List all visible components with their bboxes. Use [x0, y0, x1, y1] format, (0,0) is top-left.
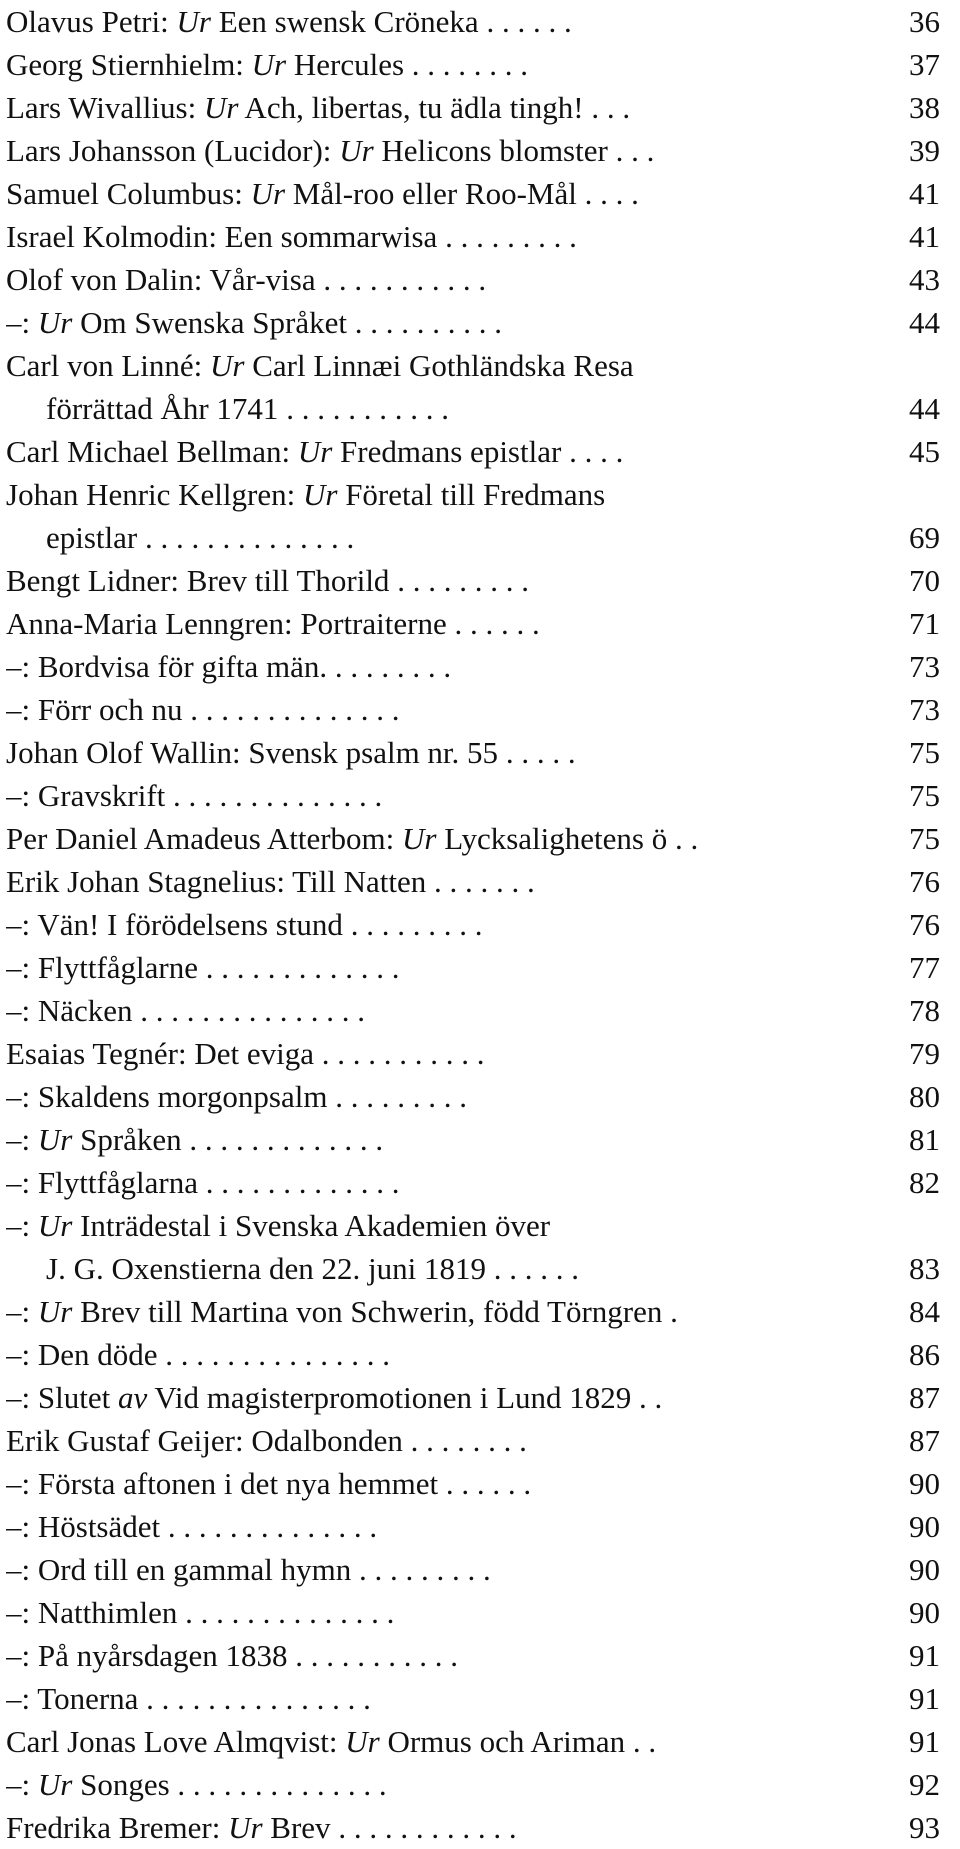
title-prefix: –:	[6, 1767, 38, 1802]
toc-entry	[6, 903, 946, 946]
title-prefix: Carl von Linné:	[6, 348, 211, 383]
dot-leader: . . . . . . . . . . . .	[330, 1810, 517, 1845]
toc-entry	[6, 731, 946, 774]
title-prefix: –: Den döde	[6, 1337, 158, 1372]
toc-entry	[6, 1118, 946, 1161]
page-number: 90	[909, 1552, 940, 1587]
page-number: 90	[909, 1509, 940, 1544]
dot-leader: . . . . . . . . . . . . . . .	[138, 1681, 371, 1716]
table-of-contents	[6, 0, 946, 1849]
title-ur: Ur	[339, 133, 374, 168]
page-number: 43	[909, 262, 940, 297]
toc-entry	[6, 430, 946, 473]
title-prefix: Lars Johansson (Lucidor):	[6, 133, 340, 168]
toc-entry-title	[6, 602, 856, 645]
dot-leader: . . . . . . . . .	[389, 563, 529, 598]
title-prefix: Fredrika Bremer:	[6, 1810, 229, 1845]
page-number: 92	[909, 1767, 940, 1802]
dot-leader: . . . . . . . . . . . . . .	[137, 520, 355, 555]
page-number: 91	[909, 1681, 940, 1716]
title-ur: Ur	[302, 477, 338, 512]
toc-entry	[6, 688, 946, 731]
toc-entry-title	[46, 516, 856, 559]
dot-leader: . . . . . . . . . . . . . .	[160, 1509, 378, 1544]
title-ur: Ur	[251, 47, 287, 82]
page-number: 86	[909, 1337, 940, 1372]
dot-leader: . . . . . . . . . . . . .	[197, 1165, 400, 1200]
toc-entry-title	[6, 1419, 856, 1462]
toc-entry-title	[6, 1505, 856, 1548]
title-prefix: Esaias Tegnér: Det eviga	[6, 1036, 315, 1071]
page-number: 39	[909, 133, 940, 168]
title-text: Mål-roo eller Roo-Mål	[285, 176, 577, 211]
page-number: 41	[909, 176, 940, 211]
toc-entry-title	[6, 215, 856, 258]
title-ur: Ur	[37, 1122, 73, 1157]
dot-leader: . . . .	[561, 434, 624, 469]
toc-entry-title	[46, 387, 856, 430]
page-number: 75	[909, 735, 940, 770]
title-text: Företal till Fredmans	[337, 477, 606, 512]
title-text: Songes	[72, 1767, 170, 1802]
dot-leader: . . . . . . .	[426, 864, 535, 899]
toc-entry	[6, 0, 946, 43]
page-number: 36	[909, 4, 940, 39]
page-number: 82	[909, 1165, 940, 1200]
toc-entry-title	[6, 1720, 856, 1763]
page-number: 87	[909, 1423, 940, 1458]
title-prefix: Samuel Columbus:	[6, 176, 251, 211]
title-prefix: Georg Stiernhielm:	[6, 47, 252, 82]
title-ur: Ur	[37, 1767, 73, 1802]
title-text: Om Swenska Språket	[72, 305, 347, 340]
toc-entry-title	[6, 172, 856, 215]
toc-entry-title	[6, 129, 856, 172]
page-number: 44	[909, 305, 940, 340]
toc-entry	[6, 1247, 946, 1290]
title-prefix: Carl Jonas Love Almqvist:	[6, 1724, 346, 1759]
toc-entry	[6, 817, 946, 860]
toc-entry	[6, 645, 946, 688]
title-prefix: –: Förr och nu	[6, 692, 183, 727]
title-prefix: –: På nyårsdagen 1838	[6, 1638, 288, 1673]
toc-entry-title	[6, 86, 856, 129]
page-number: 90	[909, 1466, 940, 1501]
toc-entry-title	[6, 1634, 856, 1677]
title-prefix: –:	[6, 1208, 38, 1243]
title-prefix: –: Natthimlen	[6, 1595, 178, 1630]
toc-entry-title	[6, 1677, 856, 1720]
toc-entry-title	[6, 860, 856, 903]
title-text: Fredmans epistlar	[332, 434, 562, 469]
title-text: Ach, libertas, tu ädla tingh!	[238, 90, 584, 125]
toc-entry	[6, 1677, 946, 1720]
toc-entry-title	[6, 1075, 856, 1118]
dot-leader: . . . . . . . .	[327, 649, 452, 684]
page-number: 90	[909, 1595, 940, 1630]
toc-entry	[6, 215, 946, 258]
title-prefix: –: Slutet	[6, 1380, 118, 1415]
dot-leader: . . . . . . . .	[402, 1423, 527, 1458]
title-prefix: Olof von Dalin: Vår-visa	[6, 262, 316, 297]
toc-entry	[6, 1634, 946, 1677]
toc-entry-title	[6, 1118, 856, 1161]
page-number: 73	[909, 649, 940, 684]
toc-entry	[6, 1548, 946, 1591]
title-prefix: Olavus Petri:	[6, 4, 177, 39]
toc-entry-title	[6, 344, 856, 387]
toc-entry	[6, 1161, 946, 1204]
toc-entry-title	[6, 903, 856, 946]
toc-entry	[6, 43, 946, 86]
toc-entry-title	[6, 731, 856, 774]
toc-entry	[6, 1462, 946, 1505]
page-number: 91	[909, 1638, 940, 1673]
page-number: 75	[909, 778, 940, 813]
dot-leader: . . . . . .	[485, 1251, 579, 1286]
title-prefix: –: Gravskrift	[6, 778, 166, 813]
toc-entry	[6, 774, 946, 817]
dot-leader: . . . . . . . . .	[342, 907, 483, 942]
title-prefix: Johan Olof Wallin: Svensk psalm nr. 55	[6, 735, 499, 770]
toc-entry	[6, 1505, 946, 1548]
toc-entry-title	[6, 1376, 856, 1419]
toc-entry	[6, 516, 946, 559]
page-number: 77	[909, 950, 940, 985]
page-number: 79	[909, 1036, 940, 1071]
title-text: Helicons blomster	[373, 133, 608, 168]
title-ur: Ur	[210, 348, 245, 383]
title-prefix: –: Flyttfåglarne	[6, 950, 198, 985]
title-ur: Ur	[37, 305, 73, 340]
toc-entry-title	[6, 1333, 856, 1376]
toc-entry-title	[6, 1591, 856, 1634]
page-number: 93	[909, 1810, 940, 1845]
toc-entry	[6, 387, 946, 430]
title-ur: Ur	[402, 821, 437, 856]
dot-leader: . . . . . . . . . . . . . . .	[132, 993, 366, 1028]
toc-entry-title	[6, 1204, 856, 1247]
toc-entry-title	[6, 258, 856, 301]
title-prefix: –: Höstsädet	[6, 1509, 161, 1544]
page-number: 83	[909, 1251, 940, 1286]
toc-entry	[6, 1333, 946, 1376]
title-prefix: Per Daniel Amadeus Atterbom:	[6, 821, 403, 856]
title-text: Lycksalighetens ö	[436, 821, 668, 856]
dot-leader: . . . . . . . . . . . . .	[181, 1122, 384, 1157]
title-prefix: Erik Gustaf Geijer: Odalbonden	[6, 1423, 403, 1458]
toc-entry-title	[6, 645, 856, 688]
toc-entry-title	[6, 1548, 856, 1591]
dot-leader: . . . .	[576, 176, 639, 211]
toc-entry	[6, 860, 946, 903]
dot-leader: . .	[631, 1380, 663, 1415]
title-prefix: –: Första aftonen i det nya hemmet	[6, 1466, 439, 1501]
toc-entry	[6, 1720, 946, 1763]
title-ur: Ur	[297, 434, 333, 469]
dot-leader: . . . . . . . . . . .	[315, 262, 487, 297]
page-number: 44	[909, 391, 940, 426]
dot-leader: . . . . . .	[478, 4, 572, 39]
page-number: 84	[909, 1294, 940, 1329]
toc-entry	[6, 989, 946, 1032]
title-text: Brev	[262, 1810, 331, 1845]
title-ur: Ur	[176, 4, 211, 39]
title-prefix: J. G. Oxenstierna den 22. juni 1819	[46, 1251, 486, 1286]
title-ur: Ur	[345, 1724, 380, 1759]
title-text: Ormus och Ariman	[379, 1724, 626, 1759]
title-text: Een swensk Cröneka	[210, 4, 479, 39]
title-prefix: –: Näcken	[6, 993, 133, 1028]
title-prefix: Johan Henric Kellgren:	[6, 477, 303, 512]
dot-leader: . . . . . . . . . . . . . .	[182, 692, 400, 727]
toc-entry	[6, 559, 946, 602]
toc-entry-title	[6, 0, 856, 43]
toc-entry	[6, 1591, 946, 1634]
title-text: Carl Linnæi Gothländska Resa	[244, 348, 634, 383]
page-number: 80	[909, 1079, 940, 1114]
title-prefix: –: Tonerna	[6, 1681, 139, 1716]
dot-leader: . . . . . . . . . . . . .	[197, 950, 400, 985]
dot-leader: . . . . . .	[438, 1466, 532, 1501]
toc-entry-title	[6, 430, 856, 473]
title-prefix: –:	[6, 305, 38, 340]
dot-leader: . . .	[583, 90, 631, 125]
toc-entry	[6, 602, 946, 645]
dot-leader: . . . . . . . . . .	[346, 305, 502, 340]
toc-entry	[6, 172, 946, 215]
page-number: 41	[909, 219, 940, 254]
toc-entry-title	[6, 1763, 856, 1806]
dot-leader: .	[662, 1294, 678, 1329]
toc-entry	[6, 1290, 946, 1333]
toc-entry-title	[6, 43, 856, 86]
toc-entry	[6, 1032, 946, 1075]
page-number: 76	[909, 907, 940, 942]
title-prefix: –:	[6, 1294, 38, 1329]
title-text: Språken	[72, 1122, 182, 1157]
title-prefix: –: Skaldens morgonpsalm	[6, 1079, 328, 1114]
title-ur: av	[117, 1380, 148, 1415]
page-number: 37	[909, 47, 940, 82]
page-number: 45	[909, 434, 940, 469]
title-ur: Ur	[203, 90, 239, 125]
toc-entry	[6, 344, 946, 387]
page-number: 76	[909, 864, 940, 899]
dot-leader: . . . . . . . . . . . . . . .	[157, 1337, 391, 1372]
title-ur: Ur	[37, 1294, 73, 1329]
toc-entry-title	[6, 774, 856, 817]
toc-entry-title	[6, 688, 856, 731]
title-prefix: –: Vän! I förödelsens stund	[6, 907, 343, 942]
title-prefix: Israel Kolmodin: Een sommarwisa	[6, 219, 438, 254]
page-number: 91	[909, 1724, 940, 1759]
title-prefix: Lars Wivallius:	[6, 90, 204, 125]
toc-entry-title	[6, 1462, 856, 1505]
dot-leader: . . . . . . . . .	[437, 219, 577, 254]
title-text: Inträdestal i Svenska Akademien över	[72, 1208, 551, 1243]
title-prefix: –: Bordvisa för gifta män.	[6, 649, 328, 684]
toc-entry-title	[6, 1032, 856, 1075]
page-number: 70	[909, 563, 940, 598]
page-number: 78	[909, 993, 940, 1028]
toc-entry	[6, 1806, 946, 1849]
toc-entry	[6, 1376, 946, 1419]
page-number: 69	[909, 520, 940, 555]
title-ur: Ur	[37, 1208, 73, 1243]
dot-leader: . . . . . . . . . . . . . .	[165, 778, 383, 813]
toc-entry	[6, 946, 946, 989]
title-ur: Ur	[250, 176, 286, 211]
title-prefix: Erik Johan Stagnelius: Till Natten	[6, 864, 427, 899]
dot-leader: . . . . . . . . . . .	[314, 1036, 485, 1071]
title-prefix: –: Ord till en gammal hymn	[6, 1552, 352, 1587]
title-prefix: Bengt Lidner: Brev till Thorild	[6, 563, 390, 598]
toc-entry-title	[6, 473, 856, 516]
toc-entry-title	[6, 559, 856, 602]
page-number: 38	[909, 90, 940, 125]
page-number: 75	[909, 821, 940, 856]
title-prefix: epistlar	[46, 520, 138, 555]
toc-entry	[6, 1763, 946, 1806]
page-number: 73	[909, 692, 940, 727]
title-prefix: Carl Michael Bellman:	[6, 434, 298, 469]
dot-leader: . . . . . . . . .	[327, 1079, 467, 1114]
toc-entry	[6, 86, 946, 129]
toc-entry-title	[6, 989, 856, 1032]
dot-leader: . . . . . . . . . . .	[278, 391, 449, 426]
dot-leader: . . . . . .	[446, 606, 540, 641]
toc-entry-title	[6, 946, 856, 989]
toc-entry-title	[6, 1806, 856, 1849]
title-prefix: förrättad Åhr 1741	[46, 391, 279, 426]
page-number: 87	[909, 1380, 940, 1415]
toc-entry-title	[6, 817, 856, 860]
title-text: Brev till Martina von Schwerin, född Törngren	[72, 1294, 663, 1329]
dot-leader: . . . . . . . . . . .	[287, 1638, 459, 1673]
toc-entry	[6, 301, 946, 344]
page-number: 71	[909, 606, 940, 641]
title-text: Vid magisterpromotionen i Lund 1829	[147, 1380, 632, 1415]
toc-entry-title	[6, 1290, 856, 1333]
dot-leader: . . .	[607, 133, 655, 168]
toc-entry-title	[6, 301, 856, 344]
toc-entry-title	[6, 1161, 856, 1204]
toc-entry-title	[46, 1247, 856, 1290]
toc-entry	[6, 258, 946, 301]
toc-entry	[6, 129, 946, 172]
title-prefix: –:	[6, 1122, 38, 1157]
toc-entry	[6, 1204, 946, 1247]
title-prefix: –: Flyttfåglarna	[6, 1165, 198, 1200]
dot-leader: . . . . . . . . . . . . . .	[177, 1595, 395, 1630]
toc-entry	[6, 1075, 946, 1118]
dot-leader: . . . . .	[498, 735, 576, 770]
page-number: 81	[909, 1122, 940, 1157]
title-text: Hercules	[286, 47, 405, 82]
dot-leader: . . . . . . . . . . . . . .	[169, 1767, 387, 1802]
dot-leader: . . . . . . . . .	[351, 1552, 491, 1587]
dot-leader: . .	[667, 821, 699, 856]
title-ur: Ur	[228, 1810, 263, 1845]
dot-leader: . . . . . . . .	[404, 47, 529, 82]
title-prefix: Anna-Maria Lenngren: Portraiterne	[6, 606, 447, 641]
toc-entry	[6, 473, 946, 516]
dot-leader: . .	[625, 1724, 657, 1759]
toc-entry	[6, 1419, 946, 1462]
